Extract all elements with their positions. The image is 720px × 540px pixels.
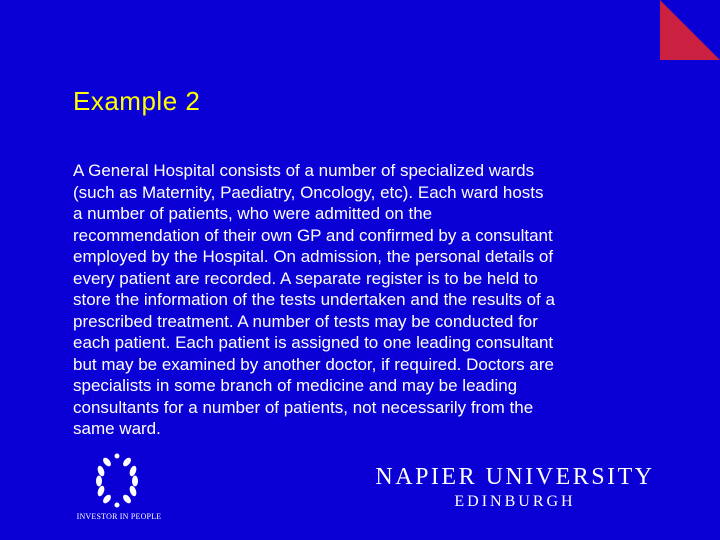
body-line: but may be examined by another doctor, if required. Doctors are <box>73 354 554 374</box>
university-name: NAPIER UNIVERSITY <box>375 464 655 490</box>
laurel-wreath-icon <box>92 452 142 508</box>
slide-title: Example 2 <box>73 86 201 116</box>
corner-triangle-shape <box>660 0 720 60</box>
body-line: A General Hospital consists of a number of specialized wards <box>73 161 535 180</box>
napier-university-logo <box>370 462 660 512</box>
university-city: EDINBURGH <box>454 493 576 510</box>
body-line: a number of patients, who were admitted on the <box>73 204 433 223</box>
body-line: each patient. Each patient is assigned to one leading consultant <box>73 333 554 352</box>
body-line: store the information of the tests undertaken and the results of a <box>73 290 555 309</box>
body-line: every patient are recorded. A separate register is to be held to <box>73 268 538 288</box>
body-line: recommendation of their own GP and confirmed by a consultant <box>73 225 553 245</box>
corner-accent-triangle <box>660 0 720 60</box>
body-line: prescribed treatment. A number of tests may be conducted for <box>73 311 538 331</box>
body-line: specialists in some branch of medicine and may be leading <box>73 376 518 395</box>
body-line: employed by the Hospital. On admission, the personal details of <box>73 247 554 266</box>
body-line: consultants for a number of patients, not necessarily from the <box>73 397 534 417</box>
body-line: (such as Maternity, Paediatry, Oncology, etc). Each ward hosts <box>73 182 544 202</box>
body-line: same ward. <box>73 419 161 438</box>
investor-in-people-logo <box>66 450 172 526</box>
investor-logo-text: INVESTOR IN PEOPLE <box>76 512 162 521</box>
slide-body <box>73 160 713 440</box>
